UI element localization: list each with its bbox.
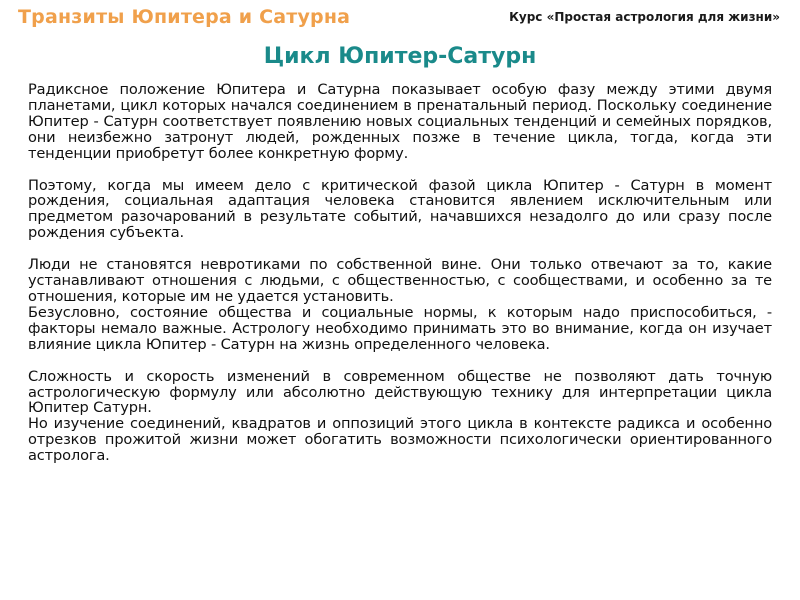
- course-name: Курс «Простая астрология для жизни»: [509, 10, 780, 24]
- paragraph-6: Но изучение соединений, квадратов и оппозиций этого цикла в контексте радикса и особенно отрезков прожитой жизни может обогатить возможности психологически ориентированного астролога.: [28, 415, 772, 465]
- paragraph-gap: [28, 241, 772, 257]
- slide-title: Цикл Юпитер-Сатурн: [263, 44, 537, 69]
- paragraph-2: Поэтому, когда мы имеем дело с критической фазой цикла Юпитер - Сатурн в момент рождения, социальная адаптация человека становится явлением исключительным или предметом разочарований в результате событий, начавшихся незадолго до или сразу после рождения субъекта.: [28, 176, 772, 242]
- paragraph-gap: [28, 353, 772, 369]
- paragraph-4: Безусловно, состояние общества и социальные нормы, к которым надо приспособиться, - факторы немало важные. Астрологу необходимо принимать это во внимание, когда он изучает влияние цикла Юпитер - Сатурн на жизнь определенного человека.: [28, 303, 772, 353]
- section-topic: Транзиты Юпитера и Сатурна: [18, 6, 351, 28]
- paragraph-3: Люди не становятся невротиками по собственной вине. Они только отвечают за то, какие устанавливают отношения с людьми, с общественностью, с сообществами, и особенно за те отношения, которые им не удается установить.: [28, 256, 772, 305]
- paragraph-1: Радиксное положение Юпитера и Сатурна показывает особую фазу между этими двумя планетами, цикл которых начался соединением в пренатальный период. Поскольку соединение Юпитер - Сатурн соответствует появлению новых социальных тенденций и семейных порядков, они неизбежно затронут людей, рожденных позже в течение цикла, тогда, когда эти тенденции приобретут более конкретную форму.: [28, 81, 772, 162]
- paragraph-gap: [28, 162, 772, 178]
- slide-body: [28, 82, 772, 587]
- paragraph-5: Сложность и скорость изменений в современном обществе не позволяют дать точную астрологическую формулу или абсолютно действующую технику для интерпретации цикла Юпитер Сатурн.: [28, 367, 772, 417]
